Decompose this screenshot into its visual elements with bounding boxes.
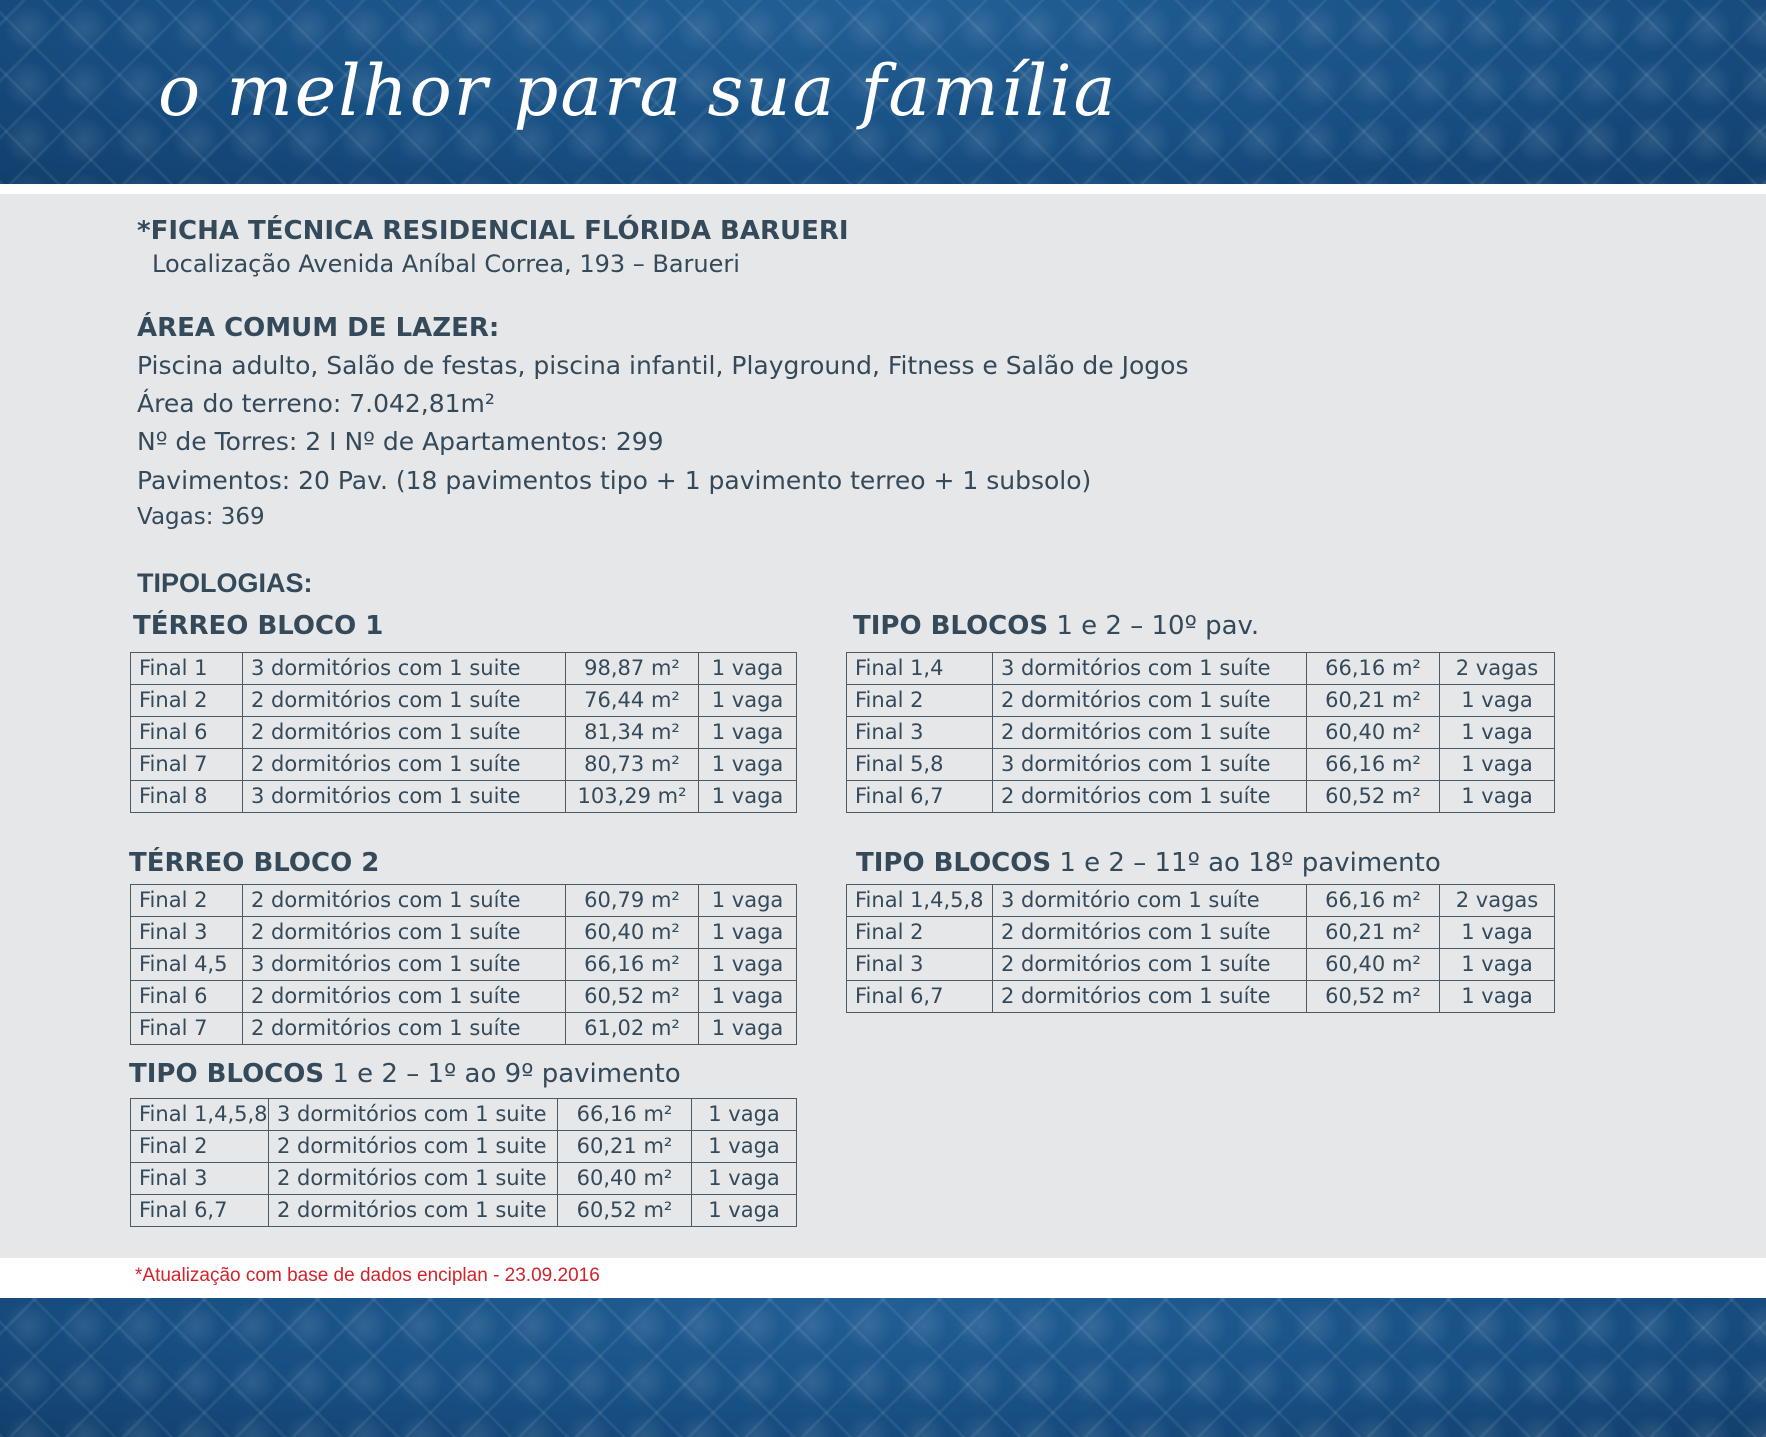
final-cell: Final 8 bbox=[131, 781, 243, 813]
table-row bbox=[131, 885, 797, 917]
dorms-cell: 2 dormitórios com 1 suíte bbox=[993, 781, 1307, 813]
vagas-cell: 1 vaga bbox=[1440, 685, 1555, 717]
dorms-cell: 3 dormitórios com 1 suite bbox=[269, 1099, 558, 1131]
terreno-text: Área do terreno: 7.042,81m² bbox=[137, 389, 495, 418]
vagas-text: Vagas: 369 bbox=[137, 504, 265, 530]
final-cell: Final 2 bbox=[847, 917, 993, 949]
divider bbox=[0, 184, 1766, 194]
vagas-cell: 2 vagas bbox=[1440, 885, 1555, 917]
final-cell: Final 3 bbox=[847, 949, 993, 981]
area-cell: 60,21 m² bbox=[558, 1131, 692, 1163]
vagas-cell: 1 vaga bbox=[1440, 749, 1555, 781]
area-cell: 60,21 m² bbox=[1307, 917, 1440, 949]
section-title-bold: TIPO BLOCOS bbox=[129, 1059, 325, 1089]
table-row bbox=[131, 1099, 797, 1131]
table-row bbox=[131, 1131, 797, 1163]
table-row bbox=[847, 981, 1555, 1013]
final-cell: Final 4,5 bbox=[131, 949, 243, 981]
final-cell: Final 3 bbox=[131, 1163, 269, 1195]
dorms-cell: 2 dormitórios com 1 suíte bbox=[243, 749, 566, 781]
dorms-cell: 3 dormitórios com 1 suíte bbox=[993, 749, 1307, 781]
dorms-cell: 2 dormitórios com 1 suíte bbox=[993, 717, 1307, 749]
vagas-cell: 1 vaga bbox=[699, 717, 797, 749]
dorms-cell: 2 dormitórios com 1 suíte bbox=[243, 981, 566, 1013]
table-tipo-10 bbox=[846, 652, 1555, 813]
lazer-title: ÁREA COMUM DE LAZER: bbox=[137, 313, 500, 343]
dorms-cell: 2 dormitórios com 1 suíte bbox=[243, 685, 566, 717]
table-row bbox=[847, 653, 1555, 685]
vagas-cell: 1 vaga bbox=[1440, 781, 1555, 813]
section-title-bold: TÉRREO BLOCO 1 bbox=[133, 611, 384, 641]
vagas-cell: 1 vaga bbox=[699, 749, 797, 781]
final-cell: Final 7 bbox=[131, 1013, 243, 1045]
area-cell: 66,16 m² bbox=[1307, 653, 1440, 685]
area-cell: 60,40 m² bbox=[1307, 717, 1440, 749]
final-cell: Final 6 bbox=[131, 981, 243, 1013]
table-row bbox=[847, 781, 1555, 813]
table-row bbox=[131, 949, 797, 981]
table-row bbox=[131, 981, 797, 1013]
dorms-cell: 2 dormitórios com 1 suíte bbox=[243, 1013, 566, 1045]
footer-note: *Atualização com base de dados enciplan - 23.09.2016 bbox=[135, 1265, 600, 1286]
table-row bbox=[131, 1163, 797, 1195]
table-tipo-1-9 bbox=[130, 1098, 797, 1227]
area-cell: 61,02 m² bbox=[566, 1013, 699, 1045]
vagas-cell: 1 vaga bbox=[692, 1099, 797, 1131]
area-cell: 60,40 m² bbox=[566, 917, 699, 949]
area-cell: 80,73 m² bbox=[566, 749, 699, 781]
pavimentos-text: Pavimentos: 20 Pav. (18 pavimentos tipo + 1 pavimento terreo + 1 subsolo) bbox=[137, 466, 1092, 495]
dorms-cell: 2 dormitórios com 1 suíte bbox=[243, 717, 566, 749]
torres-text: Nº de Torres: 2 I Nº de Apartamentos: 299 bbox=[137, 427, 664, 456]
table-row bbox=[131, 781, 797, 813]
final-cell: Final 7 bbox=[131, 749, 243, 781]
footer-banner bbox=[0, 1298, 1766, 1437]
table-row bbox=[131, 653, 797, 685]
area-cell: 60,52 m² bbox=[566, 981, 699, 1013]
area-cell: 76,44 m² bbox=[566, 685, 699, 717]
vagas-cell: 1 vaga bbox=[692, 1131, 797, 1163]
vagas-cell: 1 vaga bbox=[1440, 917, 1555, 949]
dorms-cell: 2 dormitórios com 1 suite bbox=[269, 1163, 558, 1195]
area-cell: 66,16 m² bbox=[1307, 885, 1440, 917]
section-title-rest: 1 e 2 – 10º pav. bbox=[1048, 611, 1260, 641]
final-cell: Final 1,4,5,8 bbox=[131, 1099, 269, 1131]
vagas-cell: 1 vaga bbox=[699, 981, 797, 1013]
final-cell: Final 6,7 bbox=[847, 781, 993, 813]
final-cell: Final 6 bbox=[131, 717, 243, 749]
final-cell: Final 6,7 bbox=[847, 981, 993, 1013]
vagas-cell: 1 vaga bbox=[699, 885, 797, 917]
table-row bbox=[131, 917, 797, 949]
vagas-cell: 1 vaga bbox=[699, 685, 797, 717]
area-cell: 60,79 m² bbox=[566, 885, 699, 917]
area-cell: 81,34 m² bbox=[566, 717, 699, 749]
table-row bbox=[847, 917, 1555, 949]
area-cell: 60,21 m² bbox=[1307, 685, 1440, 717]
vagas-cell: 1 vaga bbox=[692, 1163, 797, 1195]
table-terreo-bloco-1 bbox=[130, 652, 797, 813]
ficha-title: *FICHA TÉCNICA RESIDENCIAL FLÓRIDA BARUERI bbox=[137, 216, 849, 246]
area-cell: 60,52 m² bbox=[1307, 981, 1440, 1013]
table-row bbox=[847, 749, 1555, 781]
vagas-cell: 1 vaga bbox=[699, 917, 797, 949]
table-row bbox=[847, 685, 1555, 717]
dorms-cell: 2 dormitórios com 1 suíte bbox=[993, 949, 1307, 981]
final-cell: Final 3 bbox=[847, 717, 993, 749]
vagas-cell: 2 vagas bbox=[1440, 653, 1555, 685]
section-title-bold: TÉRREO BLOCO 2 bbox=[129, 848, 380, 878]
dorms-cell: 2 dormitórios com 1 suíte bbox=[993, 685, 1307, 717]
dorms-cell: 3 dormitório com 1 suíte bbox=[993, 885, 1307, 917]
final-cell: Final 2 bbox=[131, 685, 243, 717]
final-cell: Final 1,4 bbox=[847, 653, 993, 685]
vagas-cell: 1 vaga bbox=[1440, 949, 1555, 981]
section-title-tipo-11-18 bbox=[856, 848, 1441, 878]
vagas-cell: 1 vaga bbox=[699, 949, 797, 981]
area-cell: 66,16 m² bbox=[558, 1099, 692, 1131]
dorms-cell: 2 dormitórios com 1 suite bbox=[269, 1131, 558, 1163]
area-cell: 60,40 m² bbox=[1307, 949, 1440, 981]
section-title-rest: 1 e 2 – 11º ao 18º pavimento bbox=[1051, 848, 1441, 878]
dorms-cell: 2 dormitórios com 1 suíte bbox=[993, 981, 1307, 1013]
table-row bbox=[847, 717, 1555, 749]
table-row bbox=[131, 1195, 797, 1227]
final-cell: Final 2 bbox=[847, 685, 993, 717]
section-title-bold: TIPO BLOCOS bbox=[856, 848, 1052, 878]
area-cell: 66,16 m² bbox=[1307, 749, 1440, 781]
section-title-tipo-10 bbox=[853, 611, 1259, 641]
dorms-cell: 2 dormitórios com 1 suíte bbox=[243, 885, 566, 917]
vagas-cell: 1 vaga bbox=[692, 1195, 797, 1227]
location-text: Localização Avenida Aníbal Correa, 193 – Barueri bbox=[152, 250, 740, 278]
table-tipo-11-18 bbox=[846, 884, 1555, 1013]
final-cell: Final 1,4,5,8 bbox=[847, 885, 993, 917]
vagas-cell: 1 vaga bbox=[1440, 981, 1555, 1013]
section-title-terreo1 bbox=[133, 611, 383, 641]
table-row bbox=[131, 717, 797, 749]
final-cell: Final 2 bbox=[131, 885, 243, 917]
dorms-cell: 3 dormitórios com 1 suite bbox=[243, 781, 566, 813]
final-cell: Final 2 bbox=[131, 1131, 269, 1163]
area-cell: 60,52 m² bbox=[558, 1195, 692, 1227]
section-title-tipo-1-9 bbox=[129, 1059, 681, 1089]
amenities-text: Piscina adulto, Salão de festas, piscina infantil, Playground, Fitness e Salão de Jogos bbox=[137, 351, 1189, 380]
dorms-cell: 3 dormitórios com 1 suite bbox=[243, 653, 566, 685]
dorms-cell: 2 dormitórios com 1 suíte bbox=[243, 917, 566, 949]
table-terreo-bloco-2 bbox=[130, 884, 797, 1045]
dorms-cell: 2 dormitórios com 1 suíte bbox=[993, 917, 1307, 949]
final-cell: Final 1 bbox=[131, 653, 243, 685]
dorms-cell: 3 dormitórios com 1 suíte bbox=[243, 949, 566, 981]
dorms-cell: 2 dormitórios com 1 suite bbox=[269, 1195, 558, 1227]
vagas-cell: 1 vaga bbox=[699, 781, 797, 813]
final-cell: Final 3 bbox=[131, 917, 243, 949]
table-row bbox=[131, 685, 797, 717]
area-cell: 60,52 m² bbox=[1307, 781, 1440, 813]
area-cell: 98,87 m² bbox=[566, 653, 699, 685]
area-cell: 60,40 m² bbox=[558, 1163, 692, 1195]
area-cell: 103,29 m² bbox=[566, 781, 699, 813]
table-row bbox=[847, 949, 1555, 981]
table-row bbox=[847, 885, 1555, 917]
area-cell: 66,16 m² bbox=[566, 949, 699, 981]
dorms-cell: 3 dormitórios com 1 suíte bbox=[993, 653, 1307, 685]
header-title: o melhor para sua família bbox=[158, 50, 1118, 132]
tipologias-title: TIPOLOGIAS: bbox=[137, 568, 313, 598]
section-title-rest: 1 e 2 – 1º ao 9º pavimento bbox=[324, 1059, 681, 1089]
header-banner bbox=[0, 0, 1766, 184]
section-title-terreo2 bbox=[129, 848, 379, 878]
vagas-cell: 1 vaga bbox=[699, 1013, 797, 1045]
table-row bbox=[131, 749, 797, 781]
section-title-bold: TIPO BLOCOS bbox=[853, 611, 1049, 641]
table-row bbox=[131, 1013, 797, 1045]
final-cell: Final 6,7 bbox=[131, 1195, 269, 1227]
vagas-cell: 1 vaga bbox=[1440, 717, 1555, 749]
final-cell: Final 5,8 bbox=[847, 749, 993, 781]
vagas-cell: 1 vaga bbox=[699, 653, 797, 685]
